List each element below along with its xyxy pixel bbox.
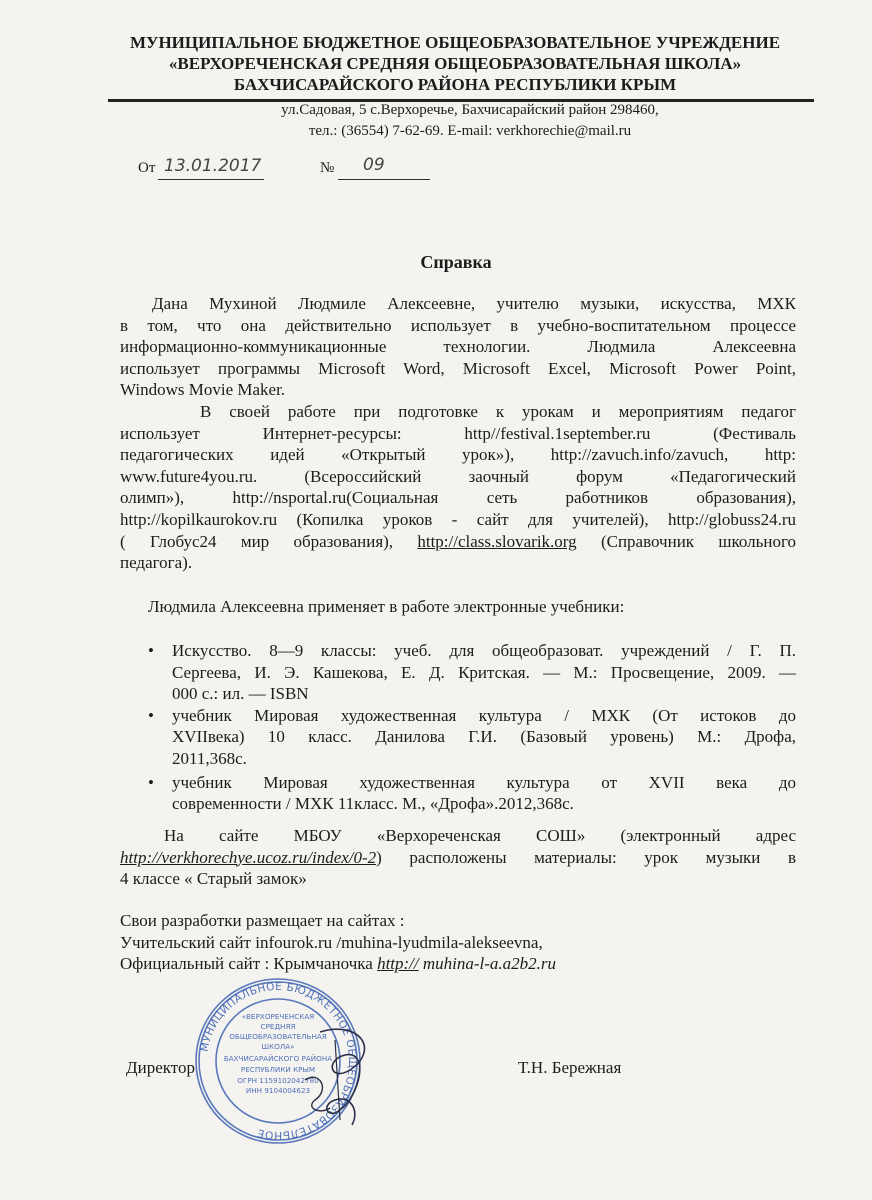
p1-line: в том, что она действительно использует в учебно-воспитательном процессе <box>120 315 796 335</box>
list-item-line: XVIIвека) 10 класс. Данилова Г.И. (Базовый уровень) М.: Дрофа, <box>172 727 796 747</box>
seal-line: ОГРН 1159102042780 <box>237 1076 319 1085</box>
list-item-line: 2011,368с. <box>172 748 247 768</box>
sites-line: Свои разработки размещает на сайтах : <box>120 911 405 930</box>
bullet-icon: • <box>148 641 154 660</box>
bullet-icon: • <box>148 772 154 792</box>
number-label: № <box>320 160 335 176</box>
contact-line: тел.: (36554) 7-62-69. E-mail: verkhorechie@mail.ru <box>308 123 632 139</box>
p2-line7-a: ( Глобус24 мир образования), <box>120 531 418 551</box>
p2-line7-b: (Справочник школьного <box>576 531 797 551</box>
list-item <box>120 705 796 770</box>
paragraph-1 <box>120 293 796 401</box>
list-item-line: 000 с.: ил. — ISBN <box>172 684 309 704</box>
director-label: Директор <box>126 1058 195 1077</box>
date-value: 13.01.2017 <box>164 156 262 176</box>
paragraph-3 <box>120 596 796 618</box>
document-title: Справка <box>420 252 492 272</box>
p2-line: В своей работе при подготовке к урокам и мероприятиям педагог <box>200 402 796 421</box>
p2-line: www.future4you.ru. (Всероссийский заочный форум «Педагогический <box>120 466 796 486</box>
p2-line <box>120 531 796 553</box>
p2-line: педагога). <box>120 553 193 573</box>
sites-line <box>120 953 796 975</box>
slovarik-link[interactable]: http://class.slovarik.org <box>417 531 577 551</box>
org-name-line3: БАХЧИСАРАЙСКОГО РАЙОНА РЕСПУБЛИКИ КРЫМ <box>233 75 677 94</box>
date-underline <box>158 179 264 180</box>
textbook-list <box>120 640 796 815</box>
school-site-link[interactable]: http://verkhorechye.ucoz.ru/index/0-2 <box>120 847 377 867</box>
sites-line3-a: Официальный сайт : Крымчаночка <box>120 954 378 974</box>
site-line: 4 классе « Старый замок» <box>120 869 307 889</box>
list-item-line: Искусство. 8—9 классы: учеб. для общеобразоват. учреждений / Г. П. <box>172 641 796 660</box>
seal-line: ШКОЛА» <box>261 1042 295 1051</box>
site-line-rest: ) расположены материалы: урок музыки в <box>376 847 796 867</box>
seal-outer-text: МУНИЦИПАЛЬНОЕ БЮДЖЕТНОЕ ОБЩЕОБРАЗОВАТЕЛЬНОЕ <box>198 980 359 1142</box>
site-paragraph <box>120 825 796 890</box>
seal-line: ОБЩЕОБРАЗОВАТЕЛЬНАЯ <box>229 1032 327 1041</box>
sites-line3-b: muhina-l-a.a2b2.ru <box>418 954 557 974</box>
date-label: От <box>138 160 156 176</box>
p2-line: педагогических идей «Открытый урок»), http://zavuch.info/zavuch, http: <box>120 445 796 465</box>
p2-line: использует Интернет-ресурсы: http//festival.1september.ru (Фестиваль <box>120 423 796 443</box>
director-signature <box>290 1020 390 1130</box>
number-value: 09 <box>363 155 385 175</box>
address-line: ул.Садовая, 5 с.Верхоречье, Бахчисарайский район 298460, <box>281 102 659 118</box>
list-item <box>120 772 796 815</box>
official-site-link[interactable]: http:// <box>377 954 419 974</box>
list-item-line: учебник Мировая художественная культура от XVII века до <box>172 772 796 792</box>
seal-line: «ВЕРХОРЕЧЕНСКАЯ <box>241 1012 315 1021</box>
sites-block <box>120 910 796 975</box>
seal-line: СРЕДНЯЯ <box>260 1022 296 1031</box>
p2-line: http://kopilkaurokov.ru (Копилка уроков - сайт для учителей), http://globuss24.ru <box>120 509 796 529</box>
director-name: Т.Н. Бережная <box>518 1058 622 1077</box>
sites-line: Учительский сайт infourok.ru /muhina-lyudmila-alekseevna, <box>120 932 543 952</box>
list-item-line: современности / МХК 11класс. М., «Дрофа».2012,368с. <box>172 794 574 814</box>
p1-line: использует программы Microsoft Word, Microsoft Excel, Microsoft Power Point, <box>120 358 796 378</box>
site-line: На сайте МБОУ «Верхореченская СОШ» (электронный адрес <box>164 826 796 845</box>
site-line <box>120 847 796 869</box>
paragraph-2 <box>120 401 796 574</box>
p1-line: информационно-коммуникационные технологии. Людмила Алексеевна <box>120 337 796 357</box>
org-name-line2: «ВЕРХОРЕЧЕНСКАЯ СРЕДНЯЯ ОБЩЕОБРАЗОВАТЕЛЬНАЯ ШКОЛА» <box>168 54 742 73</box>
seal-line: ИНН 9104004623 <box>245 1086 311 1095</box>
p1-line: Windows Movie Maker. <box>120 380 286 400</box>
seal-line: БАХЧИСАРАЙСКОГО РАЙОНА <box>223 1054 333 1063</box>
bullet-icon: • <box>148 705 154 725</box>
seal-line: РЕСПУБЛИКИ КРЫМ <box>240 1065 316 1074</box>
list-item-line: Сергеева, И. Э. Кашекова, Е. Д. Критская. — М.: Просвещение, 2009. — <box>172 662 796 682</box>
list-item-line: учебник Мировая художественная культура / МХК (От истоков до <box>172 705 796 725</box>
number-underline <box>338 179 430 180</box>
list-item <box>120 640 796 705</box>
p2-line: олимп»), http://nsportal.ru(Социальная сеть работников образования), <box>120 488 796 508</box>
p1-line: Дана Мухиной Людмиле Алексеевне, учителю музыки, искусства, МХК <box>152 294 796 313</box>
org-name-line1: МУНИЦИПАЛЬНОЕ БЮДЖЕТНОЕ ОБЩЕОБРАЗОВАТЕЛЬНОЕ УЧРЕЖДЕНИЕ <box>129 33 781 52</box>
p3-line: Людмила Алексеевна применяет в работе электронные учебники: <box>148 597 625 616</box>
